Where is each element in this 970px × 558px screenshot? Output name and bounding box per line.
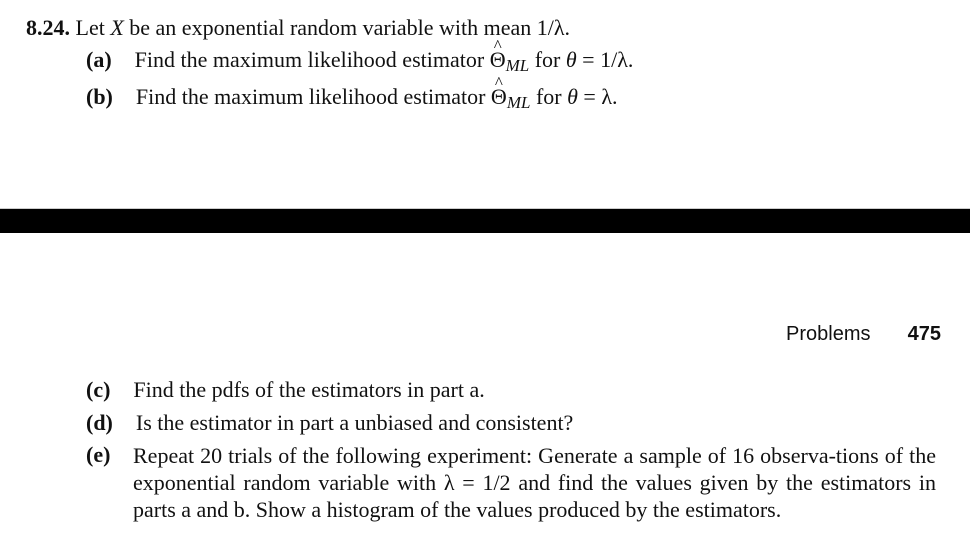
estimator-subscript: ML bbox=[506, 93, 531, 112]
part-d-label: (d) bbox=[86, 410, 113, 435]
part-a-label: (a) bbox=[86, 47, 112, 72]
page-break-bar bbox=[0, 209, 970, 233]
part-b-value: λ. bbox=[601, 84, 618, 109]
statement-rest: be an exponential random variable with mean 1/λ. bbox=[129, 15, 571, 40]
part-a-for: for bbox=[534, 47, 561, 72]
part-a bbox=[86, 47, 633, 75]
part-b-label: (b) bbox=[86, 84, 113, 109]
part-e-label: (e) bbox=[86, 442, 111, 467]
statement-prefix: Let bbox=[75, 15, 105, 40]
problem-statement bbox=[26, 15, 570, 41]
estimator-theta-hat: ^ Θ bbox=[491, 84, 507, 110]
page-number: 475 bbox=[907, 323, 941, 345]
running-head-section: Problems bbox=[786, 323, 871, 345]
estimator-theta-hat: ^ Θ bbox=[490, 47, 506, 73]
part-a-value: 1/λ. bbox=[600, 47, 634, 72]
estimator-subscript: ML bbox=[505, 56, 530, 75]
problem-number: 8.24. bbox=[26, 15, 70, 40]
part-b-text: Find the maximum likelihood estimator bbox=[135, 84, 486, 109]
part-b bbox=[86, 84, 618, 112]
part-d bbox=[86, 410, 573, 436]
statement-variable: X bbox=[110, 15, 124, 40]
part-e-text: Repeat 20 trials of the following experiment: Generate a sample of 16 observa-tions of the exponential random variable with λ = 1/2 and find the values given by the estimators in parts a and b. Show a histogram of the values produced by the estimators. bbox=[133, 443, 936, 522]
part-b-for: for bbox=[535, 84, 562, 109]
part-c-label: (c) bbox=[86, 377, 111, 402]
part-c-text: Find the pdfs of the estimators in part a. bbox=[133, 377, 485, 402]
part-a-text: Find the maximum likelihood estimator bbox=[134, 47, 485, 72]
part-b-theta: θ bbox=[567, 84, 578, 109]
part-b-equals: = bbox=[583, 84, 596, 109]
running-head bbox=[786, 322, 941, 346]
part-a-equals: = bbox=[582, 47, 595, 72]
part-c bbox=[86, 377, 485, 403]
part-d-text: Is the estimator in part a unbiased and consistent? bbox=[135, 410, 574, 435]
part-a-theta: θ bbox=[565, 47, 577, 72]
